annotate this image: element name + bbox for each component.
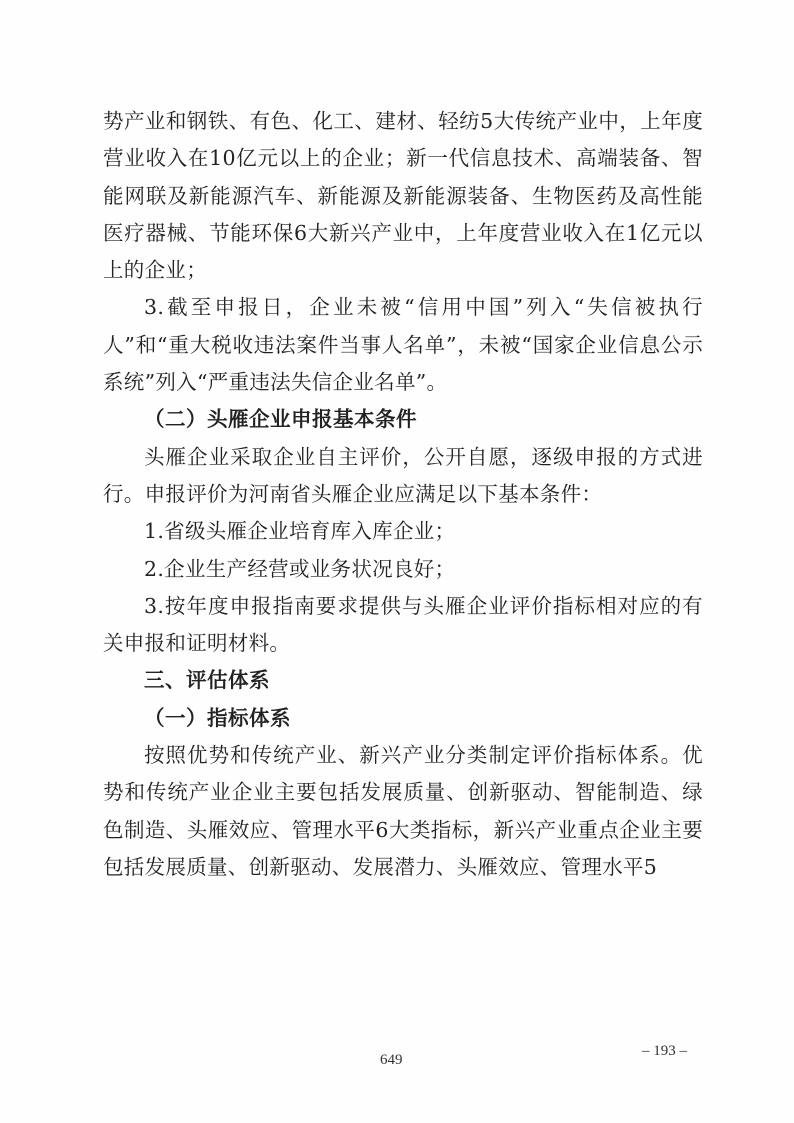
- page-number-right: – 193 –: [642, 1043, 687, 1059]
- document-body: [103, 103, 703, 886]
- paragraph-condition-1: 1.省级头雁企业培育库入库企业；: [144, 519, 456, 544]
- paragraph-indicator-description: 按照优势和传统产业、新兴产业分类制定评价指标体系。优势和传统产业企业主要包括发展质量、创新驱动、智能制造、绿色制造、头雁效应、管理水平6大类指标，新兴产业重点企业主要包括发展质量、创新驱动、发展潜力、头雁效应、管理水平5: [103, 743, 703, 879]
- heading-indicator-system: （一）指标体系: [144, 705, 291, 730]
- heading-basic-conditions: （二）头雁企业申报基本条件: [144, 407, 417, 432]
- paragraph-condition-3: 3.按年度申报指南要求提供与头雁企业评价指标相对应的有关申报和证明材料。: [103, 593, 703, 656]
- paragraph-credit-condition: 3.截至申报日，企业未被“信用中国”列入“失信被执行人”和“重大税收违法案件当事人名单”，未被“国家企业信息公示系统”列入“严重违法失信企业名单”。: [103, 295, 703, 395]
- page-number-center: 649: [380, 1052, 403, 1068]
- paragraph-industry-criteria: 势产业和钢铁、有色、化工、建材、轻纺5大传统产业中，上年度营业收入在10亿元以上的企业；新一代信息技术、高端装备、智能网联及新能源汽车、新能源及新能源装备、生物医药及高性能医疗器械、节能环保6大新兴产业中，上年度营业收入在1亿元以上的企业；: [103, 109, 703, 283]
- heading-evaluation-system: 三、评估体系: [144, 668, 270, 693]
- paragraph-condition-2: 2.企业生产经营或业务状况良好；: [144, 556, 456, 581]
- paragraph-application-method: 头雁企业采取企业自主评价，公开自愿，逐级申报的方式进行。申报评价为河南省头雁企业应满足以下基本条件：: [103, 444, 703, 506]
